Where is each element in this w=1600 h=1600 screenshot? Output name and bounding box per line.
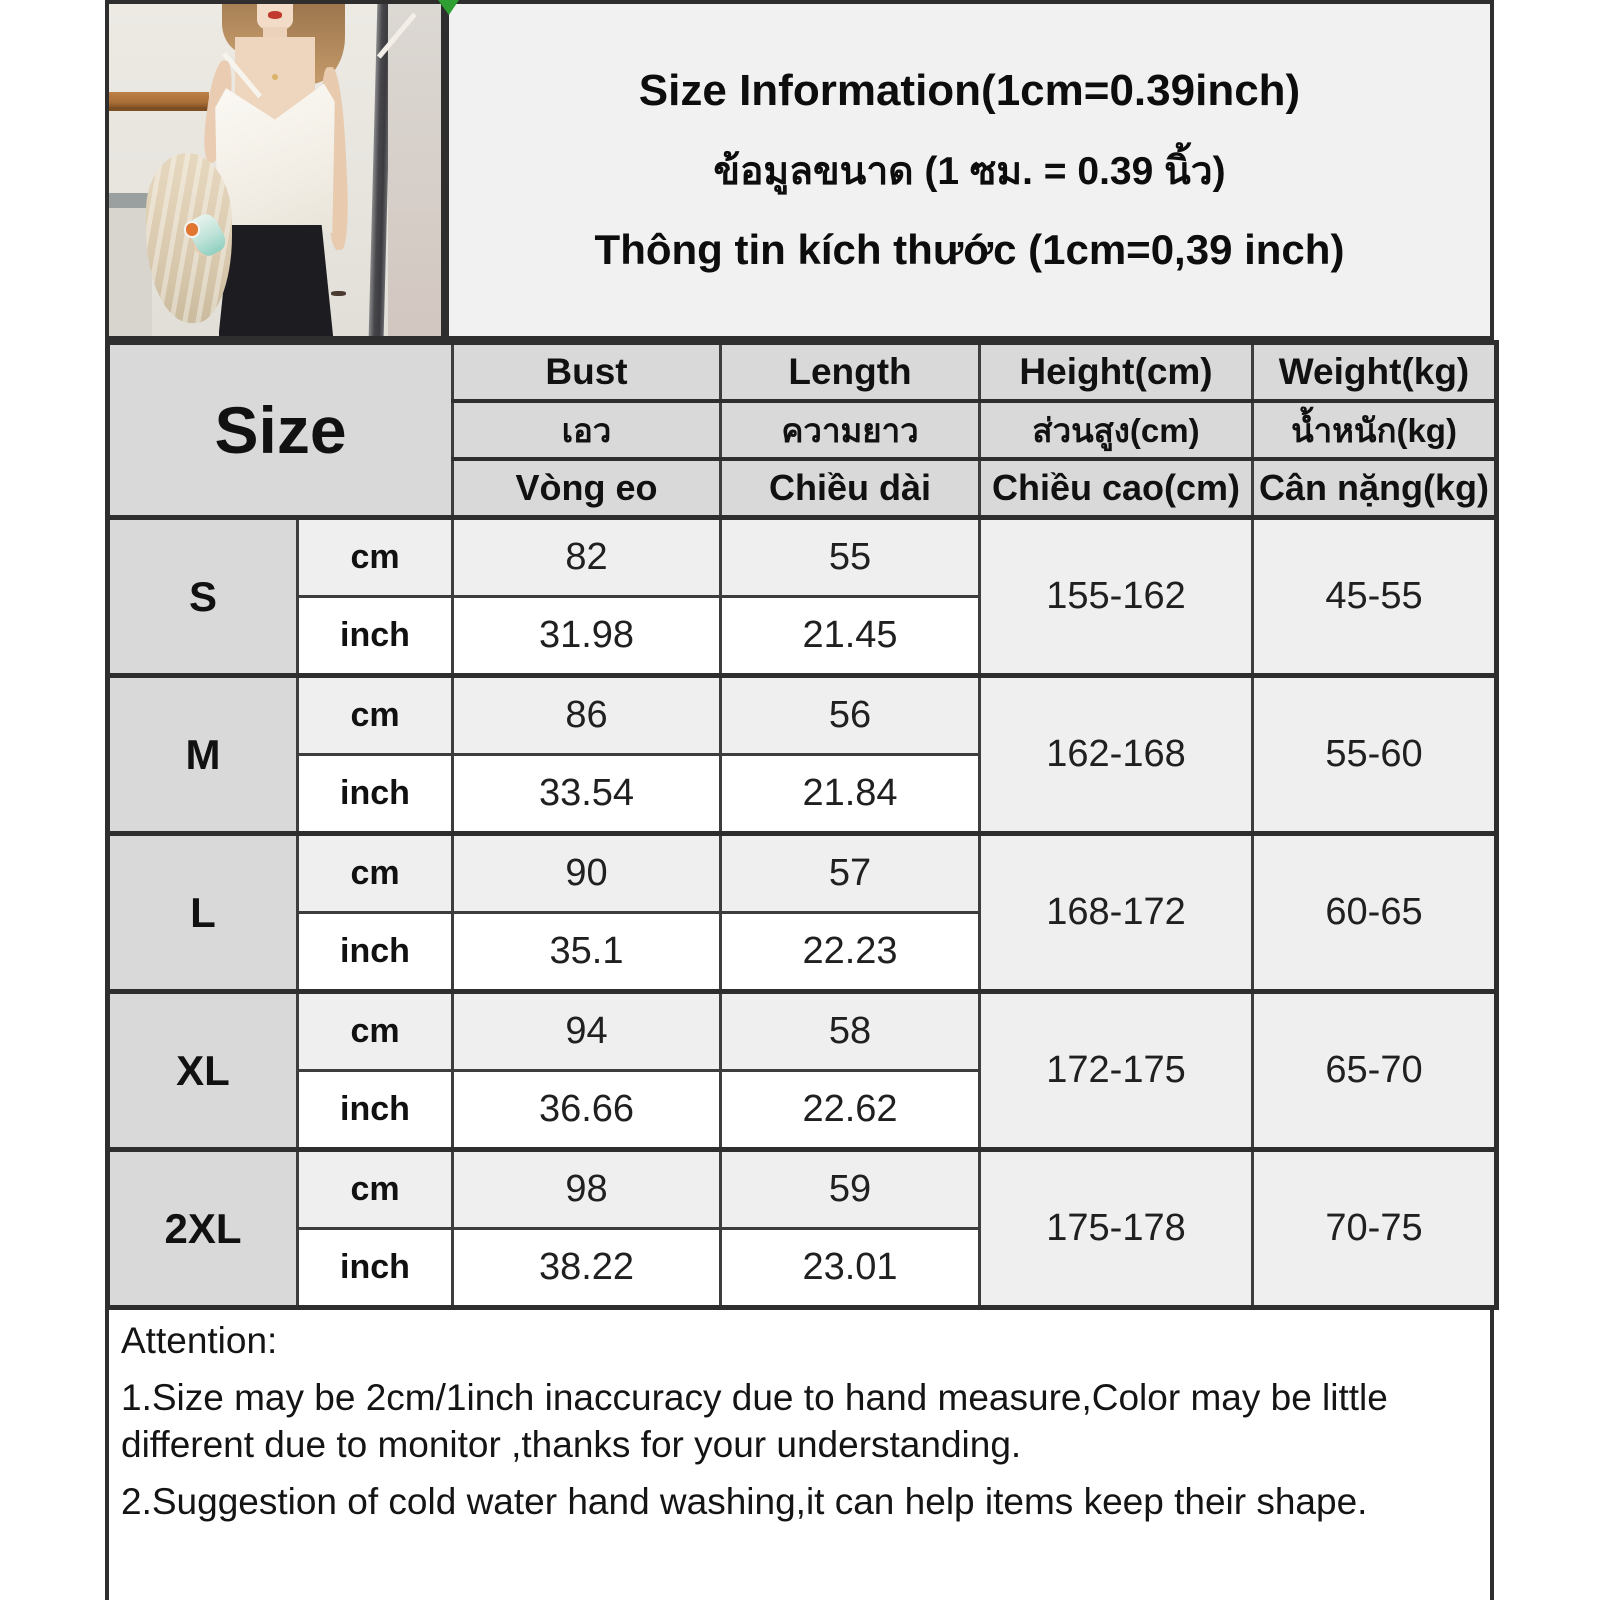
row-2xl-cm: [108, 1150, 1497, 1229]
cell-m-length-cm: 56: [721, 676, 980, 755]
cell-2xl-weight: 70-75: [1253, 1150, 1497, 1308]
cell-m-unit-cm: cm: [298, 676, 453, 755]
cell-xl-weight: 65-70: [1253, 992, 1497, 1150]
row-l-cm: [108, 834, 1497, 913]
header-row-english: [108, 343, 1497, 402]
header-cell-length-th: ความยาว: [721, 401, 980, 459]
photo-wooden-rail: [109, 92, 209, 107]
title-thai: ข้อมูลขนาด (1 ซม. = 0.39 นิ้ว): [713, 150, 1226, 193]
cell-l-length-inch: 22.23: [721, 913, 980, 992]
cell-s-weight: 45-55: [1253, 518, 1497, 676]
cell-s-height: 155-162: [980, 518, 1253, 676]
photo-necklace: [272, 74, 278, 80]
cell-m-weight: 55-60: [1253, 676, 1497, 834]
cell-2xl-bust-cm: 98: [453, 1150, 721, 1229]
row-xl-cm: [108, 992, 1497, 1071]
cell-s-unit-inch: inch: [298, 597, 453, 676]
cell-l-length-cm: 57: [721, 834, 980, 913]
header-cell-weight-en: Weight(kg): [1253, 343, 1497, 402]
attention-note-1: 1.Size may be 2cm/1inch inaccuracy due to hand measure,Color may be little different due to monitor ,thanks for your understanding.: [121, 1376, 1388, 1465]
header-cell-bust-vi: Vòng eo: [453, 459, 721, 518]
attention-note-2: 2.Suggestion of cold water hand washing,it can help items keep their shape.: [121, 1480, 1368, 1522]
header-cell-weight-th: น้ำหนัก(kg): [1253, 401, 1497, 459]
table-and-notes: [105, 340, 1494, 1600]
cell-2xl-height: 175-178: [980, 1150, 1253, 1308]
cell-2xl-unit-cm: cm: [298, 1150, 453, 1229]
row-s-cm: [108, 518, 1497, 597]
cell-s-length-inch: 21.45: [721, 597, 980, 676]
header-cell-height-vi: Chiều cao(cm): [980, 459, 1253, 518]
attention-heading: Attention:: [121, 1320, 278, 1361]
cell-m-size: M: [108, 676, 298, 834]
title-box: [445, 0, 1494, 340]
cell-m-length-inch: 21.84: [721, 755, 980, 834]
cell-xl-bust-inch: 36.66: [453, 1071, 721, 1150]
cell-m-height: 162-168: [980, 676, 1253, 834]
header-cell-bust-en: Bust: [453, 343, 721, 402]
row-m-cm: [108, 676, 1497, 755]
photo-bracelet: [331, 291, 346, 296]
cell-s-length-cm: 55: [721, 518, 980, 597]
header-cell-weight-vi: Cân nặng(kg): [1253, 459, 1497, 518]
cell-l-size: L: [108, 834, 298, 992]
header-cell-bust-th: เอว: [453, 401, 721, 459]
cell-l-unit-inch: inch: [298, 913, 453, 992]
cell-xl-length-inch: 22.62: [721, 1071, 980, 1150]
photo-wall-right: [388, 4, 441, 336]
attention-box: [105, 1310, 1494, 1600]
photo-black-skirt: [219, 225, 334, 336]
cell-xl-size: XL: [108, 992, 298, 1150]
header-cell-height-th: ส่วนสูง(cm): [980, 401, 1253, 459]
header-cell-length-vi: Chiều dài: [721, 459, 980, 518]
cell-xl-length-cm: 58: [721, 992, 980, 1071]
cell-m-unit-inch: inch: [298, 755, 453, 834]
cell-2xl-size: 2XL: [108, 1150, 298, 1308]
cell-l-bust-cm: 90: [453, 834, 721, 913]
cell-xl-unit-inch: inch: [298, 1071, 453, 1150]
cell-2xl-bust-inch: 38.22: [453, 1229, 721, 1308]
cell-xl-bust-cm: 94: [453, 992, 721, 1071]
cell-2xl-unit-inch: inch: [298, 1229, 453, 1308]
cell-2xl-length-cm: 59: [721, 1150, 980, 1229]
cell-s-bust-cm: 82: [453, 518, 721, 597]
cell-m-bust-inch: 33.54: [453, 755, 721, 834]
photo-model-lips: [268, 11, 283, 18]
cell-l-unit-cm: cm: [298, 834, 453, 913]
size-chart-table: [105, 340, 1499, 1310]
cell-l-height: 168-172: [980, 834, 1253, 992]
cell-xl-unit-cm: cm: [298, 992, 453, 1071]
header-cell-height-en: Height(cm): [980, 343, 1253, 402]
product-photo: [105, 0, 445, 340]
title-english: Size Information(1cm=0.39inch): [638, 66, 1301, 115]
cell-xl-height: 172-175: [980, 992, 1253, 1150]
cell-l-bust-inch: 35.1: [453, 913, 721, 992]
cell-2xl-length-inch: 23.01: [721, 1229, 980, 1308]
header-cell-length-en: Length: [721, 343, 980, 402]
cell-s-bust-inch: 31.98: [453, 597, 721, 676]
cell-s-unit-cm: cm: [298, 518, 453, 597]
cell-s-size: S: [108, 518, 298, 676]
header-cell-size: Size: [108, 343, 453, 518]
cell-l-weight: 60-65: [1253, 834, 1497, 992]
title-vietnamese: Thông tin kích thước (1cm=0,39 inch): [594, 226, 1345, 273]
cell-m-bust-cm: 86: [453, 676, 721, 755]
